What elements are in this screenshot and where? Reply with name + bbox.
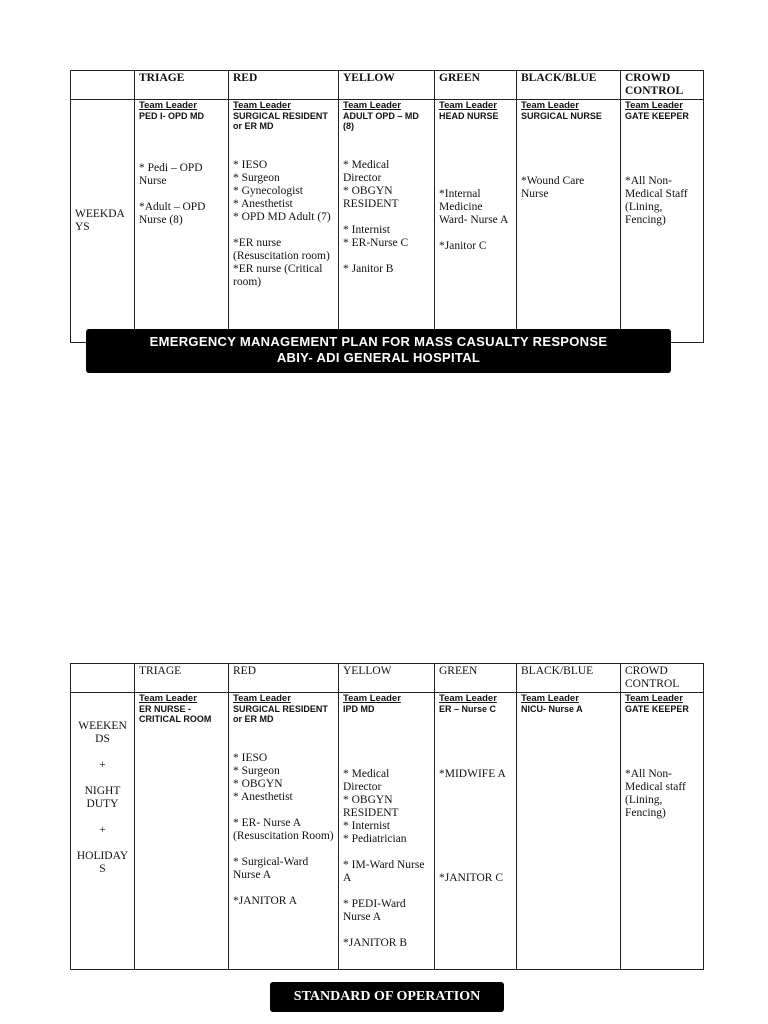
header-red: RED [229, 664, 339, 693]
cell-yellow [339, 693, 435, 970]
header-yellow: YELLOW [339, 71, 435, 100]
team-leader-label: Team Leader [439, 100, 497, 111]
cell-triage [135, 100, 229, 343]
team-leader-label: Team Leader [233, 693, 291, 704]
cell-crowd-control [621, 100, 704, 343]
weekday-plan-table [70, 70, 704, 343]
sop-banner [270, 982, 504, 1012]
plan-title: EMERGENCY MANAGEMENT PLAN FOR MASS CASUALTY RESPONSE [149, 334, 608, 349]
header-green: GREEN [435, 664, 517, 693]
header-black-blue: BLACK/BLUE [517, 71, 621, 100]
header-triage: TRIAGE [135, 71, 229, 100]
team-leader-label: Team Leader [521, 100, 579, 111]
staff-list: *All Non-Medical Staff (Lining, Fencing) [625, 175, 688, 226]
team-leader-label: Team Leader [233, 100, 291, 111]
cell-triage [135, 693, 229, 970]
team-leader-role: GATE KEEPER [625, 111, 689, 121]
team-leader-role: ADULT OPD – MD (8) [343, 111, 419, 131]
cell-yellow [339, 100, 435, 343]
staff-list: *MIDWIFE A *JANITOR C [439, 768, 506, 884]
weekend-plan-table [70, 663, 704, 970]
table-row [71, 100, 704, 343]
header-black-blue: BLACK/BLUE [517, 664, 621, 693]
team-leader-label: Team Leader [139, 693, 197, 704]
sop-title: STANDARD OF OPERATION [293, 989, 481, 1004]
header-yellow: YELLOW [339, 664, 435, 693]
team-leader-role: HEAD NURSE [439, 111, 499, 121]
team-leader-label: Team Leader [521, 693, 579, 704]
cell-green [435, 100, 517, 343]
header-blank [71, 664, 135, 693]
staff-list: *All Non-Medical staff (Lining, Fencing) [625, 768, 686, 819]
cell-black-blue [517, 100, 621, 343]
plan-title-banner [86, 329, 671, 373]
table-header-row [71, 664, 704, 693]
header-triage: TRIAGE [135, 664, 229, 693]
cell-crowd-control [621, 693, 704, 970]
team-leader-role: ER NURSE - CRITICAL ROOM [139, 704, 212, 724]
staff-list: * Medical Director * OBGYN RESIDENT * Internist * Pediatrician * IM-Ward Nurse A * PEDI-Ward Nurse A *JANITOR B [343, 768, 425, 949]
header-crowd-control: CROWD CONTROL [621, 71, 704, 100]
team-leader-label: Team Leader [439, 693, 497, 704]
cell-green [435, 693, 517, 970]
team-leader-label: Team Leader [139, 100, 197, 111]
staff-list: * IESO * Surgeon * Gynecologist * Anesthetist * OPD MD Adult (7) *ER nurse (Resuscitation room) *ER nurse (Critical room) [233, 159, 331, 288]
team-leader-label: Team Leader [343, 693, 401, 704]
hospital-name: ABIY- ADI GENERAL HOSPITAL [276, 350, 481, 365]
team-leader-role: GATE KEEPER [625, 704, 689, 714]
header-crowd-control: CROWD CONTROL [621, 664, 704, 693]
header-green: GREEN [435, 71, 517, 100]
team-leader-role: IPD MD [343, 704, 375, 714]
staff-list: * IESO * Surgeon * OBGYN * Anesthetist * ER- Nurse A (Resuscitation Room) * Surgical-Ward Nurse A *JANITOR A [233, 752, 334, 907]
cell-red [229, 100, 339, 343]
team-leader-role: ER – Nurse C [439, 704, 497, 714]
staff-list: *Internal Medicine Ward- Nurse A *Janitor C [439, 188, 509, 252]
staff-list: * Pedi – OPD Nurse *Adult – OPD Nurse (8) [139, 162, 206, 226]
team-leader-role: SURGICAL RESIDENT or ER MD [233, 704, 328, 724]
staff-list: * Medical Director * OBGYN RESIDENT * Internist * ER-Nurse C * Janitor B [343, 159, 409, 275]
team-leader-role: SURGICAL NURSE [521, 111, 602, 121]
cell-black-blue [517, 693, 621, 970]
cell-red [229, 693, 339, 970]
team-leader-label: Team Leader [625, 693, 683, 704]
team-leader-label: Team Leader [343, 100, 401, 111]
header-red: RED [229, 71, 339, 100]
table-header-row [71, 71, 704, 100]
staff-list: *Wound Care Nurse [521, 175, 585, 200]
row-label-weekdays: WEEKDA YS [71, 100, 135, 343]
team-leader-role: NICU- Nurse A [521, 704, 583, 714]
header-blank [71, 71, 135, 100]
team-leader-label: Team Leader [625, 100, 683, 111]
table-row [71, 693, 704, 970]
team-leader-role: SURGICAL RESIDENT or ER MD [233, 111, 328, 131]
row-label-weekends: WEEKEN DS + NIGHT DUTY + HOLIDAY S [71, 693, 135, 970]
team-leader-role: PED I- OPD MD [139, 111, 205, 121]
